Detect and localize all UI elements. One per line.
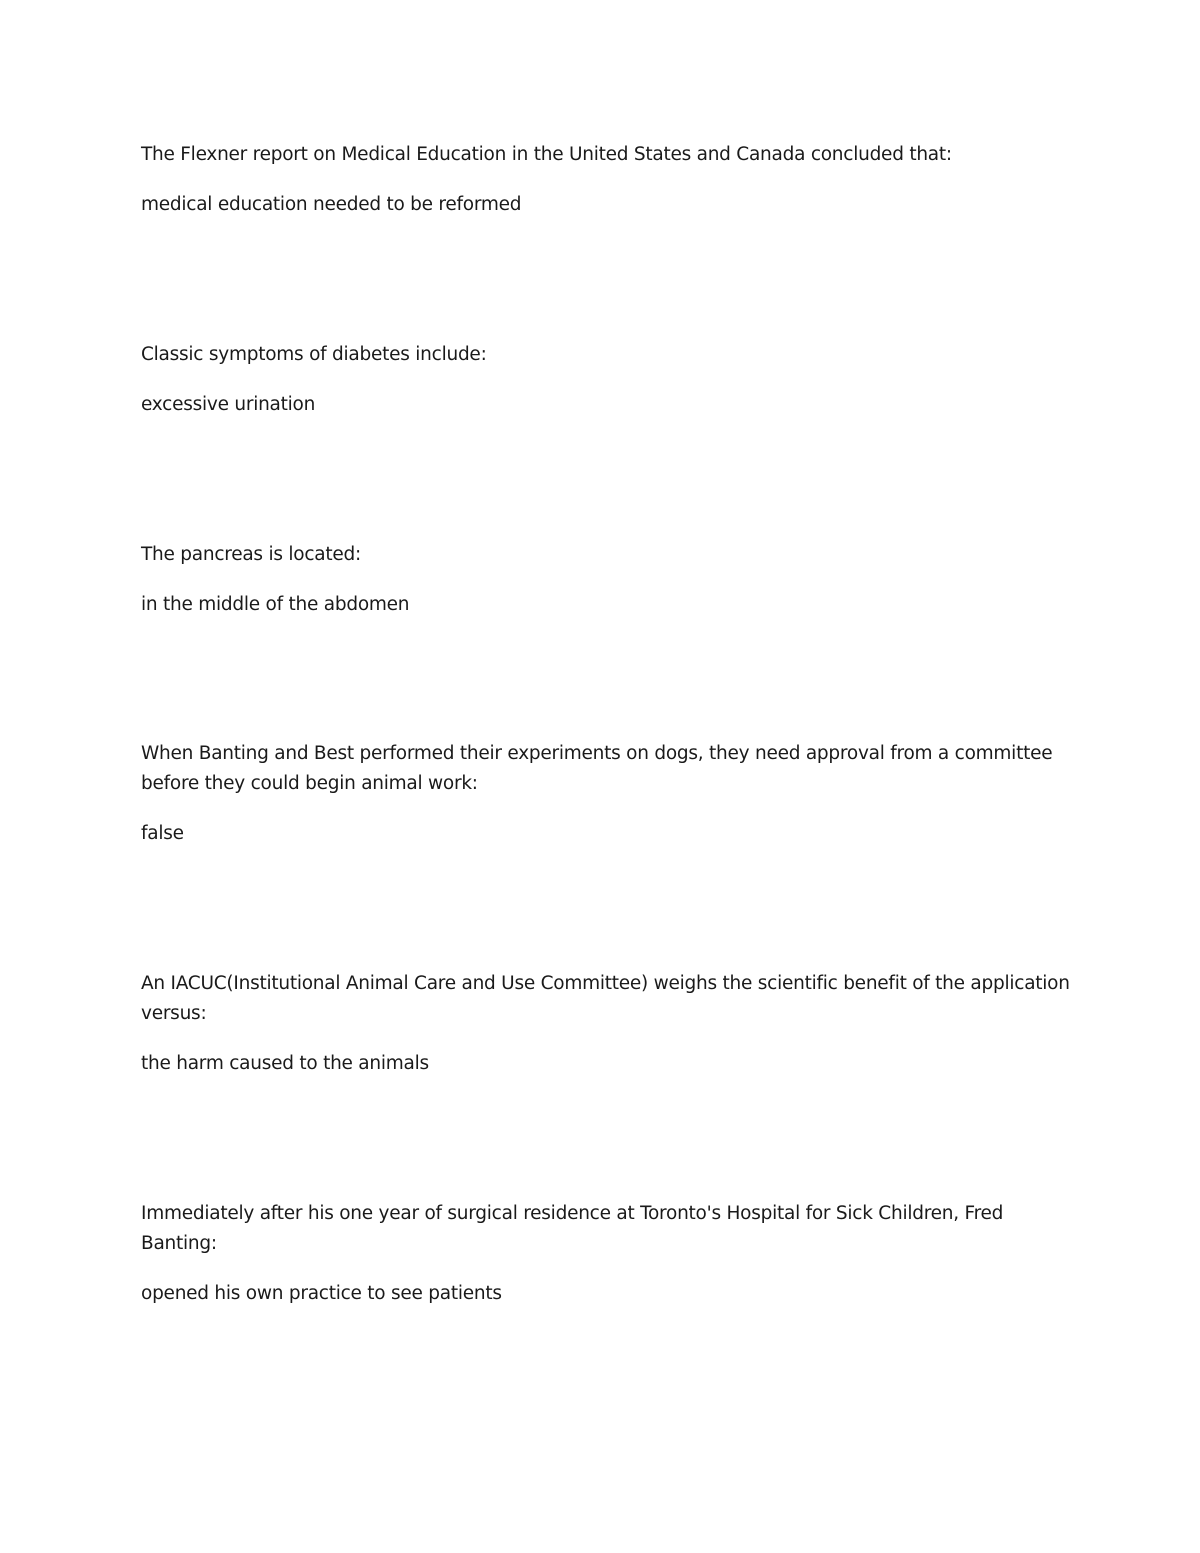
- answer-text: medical education needed to be reformed: [141, 194, 522, 215]
- qa-block: [141, 340, 1071, 420]
- qa-block: [141, 969, 1071, 1079]
- answer-text: in the middle of the abdomen: [141, 594, 410, 615]
- qa-block: [141, 540, 1071, 620]
- question-text: The Flexner report on Medical Education in the United States and Canada concluded that:: [141, 144, 952, 165]
- answer-text: opened his own practice to see patients: [141, 1283, 502, 1304]
- question-text: When Banting and Best performed their experiments on dogs, they need approval from a committee before they could begin animal work:: [141, 743, 1053, 794]
- question-text: Immediately after his one year of surgical residence at Toronto's Hospital for Sick Children, Fred Banting:: [141, 1203, 1004, 1254]
- question-text: An IACUC(Institutional Animal Care and Use Committee) weighs the scientific benefit of the application versus:: [141, 973, 1070, 1024]
- question-text: The pancreas is located:: [141, 544, 361, 565]
- qa-block: [141, 1199, 1071, 1309]
- qa-block: [141, 739, 1071, 849]
- answer-text: the harm caused to the animals: [141, 1053, 429, 1074]
- answer-text: false: [141, 823, 184, 844]
- qa-block: [141, 140, 1071, 220]
- question-text: Classic symptoms of diabetes include:: [141, 344, 487, 365]
- answer-text: excessive urination: [141, 394, 316, 415]
